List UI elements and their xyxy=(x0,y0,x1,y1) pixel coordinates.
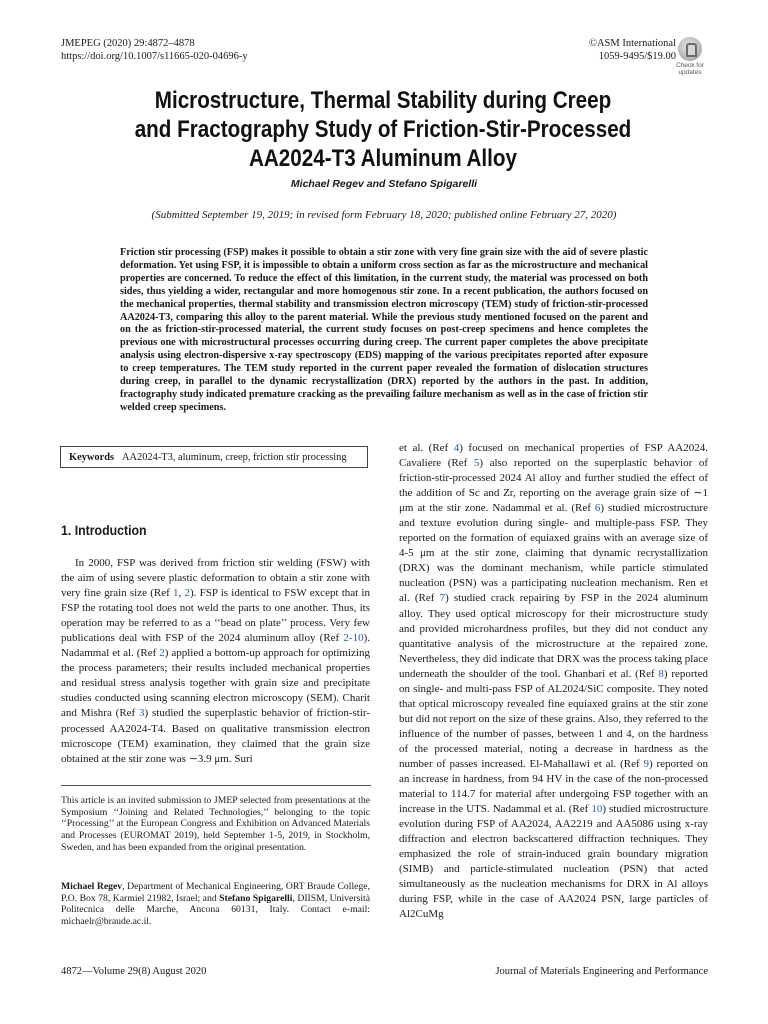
page-footer-left: 4872—Volume 29(8) August 2020 xyxy=(61,966,207,977)
intro-paragraph: In 2000, FSP was derived from friction stir welding (FSW) with the aim of using severe plastic deformation to obtain a stir zone with very fine grain size (Ref 1, 2). FSP is identical to FSW except that in FSP the rotating tool does not weld the parts to one another. Thus, its operation may be referred to as a ‘‘bead on plate’’ process. Very few publications deal with FSP of the 2024 aluminum alloy (Ref 2-10). Nadammal et al. (Ref 2) applied a bottom-up approach for optimizing the process parameters; their results included mechanical properties and residual stress analysis together with grain size and precipitate studies conducted using scanning electron microscopy (SEM). Charit and Mishra (Ref 3) studied the superplastic behavior of friction-stir-processed AA2024-T4. Based on qualitative transmission electron microscope (TEM) examination, they claimed that the grain size obtained at the stir zone was ∼3.9 μm. Suri xyxy=(61,557,370,765)
right-column xyxy=(399,441,708,923)
reference-link[interactable]: 4 xyxy=(453,442,460,454)
reference-link[interactable]: 2 xyxy=(159,647,165,660)
title-line: and Fractography Study of Friction-Stir-Processed xyxy=(134,116,632,143)
reference-link[interactable]: 5 xyxy=(473,457,480,470)
abstract: Friction stir processing (FSP) makes it possible to obtain a stir zone with very fine grain size with the aid of severe plastic deformation. Yet using FSP, it is impossible to obtain a uniform cross section as far as the microstructure and mechanical properties are concerned. To reduce the effect of this limitation, in the current study, the material was processed on both sides, thus yielding a wider, rectangular and more homogenous stir zone. In a recent publication, the authors focused on the mechanical properties, thermal stability and transmission electron microscopy (TEM) study of friction-stir-processed AA2024-T3, comparing this alloy to the parent material. While the previous study mentioned focused on the parent and on the as friction-stir-processed material, the current study focuses on post-creep specimens and hence completes the previous one with microstructural processes occurring during creep. The current paper completes the above precipitate analysis using electron-dispersive x-ray spectroscopy (EDS) mapping of the various precipitates reported after exposure to creep temperatures. The TEM study reported in the current paper revealed the formation of dislocation structures during creep, in parallel to the dynamic recrystallization (DRX) reported by the authors in the past. In addition, fractography study indicated premature cracking as the prevailing failure mechanism as well as in the case of friction stir welded creep specimens. xyxy=(120,247,648,413)
keywords-box xyxy=(60,446,368,468)
title-line: AA2024-T3 Aluminum Alloy xyxy=(249,145,517,172)
reference-link[interactable]: 1 xyxy=(172,587,179,600)
journal-citation: JMEPEG (2020) 29:4872–4878 xyxy=(61,38,195,49)
reference-link[interactable]: 8 xyxy=(658,667,664,680)
footnote-affiliations: Michael Regev, Department of Mechanical Engineering, ORT Braude College, P.O. Box 78, Karmiel 21982, Israel; and Stefano Spigarelli, DIISM, Università Politecnica delle Marche, Ancona 60131, Italy. Contact e-mail: michaelr@braude.ac.il. xyxy=(61,881,370,928)
keywords-label: Keywords xyxy=(69,452,115,463)
bookmark-icon xyxy=(678,37,702,61)
publisher: ©ASM International xyxy=(588,38,676,49)
reference-link[interactable]: 2-10 xyxy=(343,632,364,645)
author-name: Stefano Spigarelli xyxy=(219,892,293,904)
check-for-updates-badge[interactable] xyxy=(671,37,709,77)
keywords-value: AA2024-T3, aluminum, creep, friction stir processing xyxy=(122,452,347,463)
section-heading: 1. Introduction xyxy=(61,522,147,538)
title-line: Microstructure, Thermal Stability during Creep xyxy=(154,87,612,114)
reference-link[interactable]: 2 xyxy=(184,587,190,600)
body-paragraph: et al. (Ref 4) focused on mechanical properties of FSP AA2024. Cavaliere (Ref 5) also reported on the superplastic behavior of friction-stir-processed 2024 Al alloy and further studied the effect of the addition of Sc and Zr, reporting on the average grain size of ∼1 μm at the stir zone. Nadammal et al. (Ref 6) studied microstructure and texture evolution during single- and multiple-pass FSP. They reported on the formation of equiaxed grains with an average size of 4-5 μm at the stir zone, claiming that dynamic recrystallization (DRX) was the dominant mechanism, while particle stimulated nucleation (PSN) was a participating nucleation mechanism. Ren et al. (Ref 7) studied crack repairing by FSP in the 2024 aluminum alloy. They used optical microscopy for their microstructure study and provided microhardness profiles, but they did not conduct any quantitative analysis of the microstructure at the repaired zone. Nevertheless, they did indicate that DRX was the process taking place underneath the shoulder of the tool. Ghanbari et al. (Ref 8) reported on single- and multi-pass FSP of AL2024/SiC composite. They noted that optical microscopy revealed fine equiaxed grains at the stir zone but did not report on the size of these grains. Also, they referred to the influence of the number of passes, between 1 and 4, on the hardness of the processed material, noting a decrease in hardness as the number of passes increased. El-Mahallawi et al. (Ref 9) reported on an increase in hardness, from 94 HV in the case of the non-processed material to 114.7 for material after undergoing FSP together with an increase in the UTS. Nadammal et al. (Ref 10) studied microstructure evolution during FSP of AA2024, AA2219 and AA5086 using x-ray diffraction and electron backscattered diffraction techniques. They emphasized the role of strain-induced grain boundary migration (SIMB) and particle-stimulated nucleation (PSN) that acted simultaneously as the nucleation mechanisms for DRX in Al alloys during FSP, while in the case of AA2024 PSN, large particles of Al2CuMg xyxy=(399,442,709,921)
doi-link[interactable]: https://doi.org/10.1007/s11665-020-04696-y xyxy=(61,51,248,62)
footnote-invited-submission: This article is an invited submission to JMEP selected from presentations at the Symposium ‘‘Joining and Related Technologies,’’ belonging to the topic ‘‘Processing’’ at the European Congress and Exhibition on Advanced Materials and Processes (EUROMAT 2019), held September 1-5, 2019, in Stockholm, Sweden, and has been expanded from the original presentation. xyxy=(61,795,370,853)
reference-link[interactable]: 10 xyxy=(591,803,603,816)
reference-link[interactable]: 9 xyxy=(643,757,650,770)
left-column xyxy=(61,556,370,767)
submission-dates: (Submitted September 19, 2019; in revised form February 18, 2020; published online February 27, 2020) xyxy=(151,209,617,221)
reference-link[interactable]: 6 xyxy=(594,502,601,515)
author-name: Michael Regev xyxy=(61,881,123,892)
footnote-divider xyxy=(61,785,371,786)
reference-link[interactable]: 7 xyxy=(439,592,446,605)
issn-price: 1059-9495/$19.00 xyxy=(598,51,676,62)
reference-link[interactable]: 3 xyxy=(139,707,145,720)
running-header-left xyxy=(61,37,248,63)
running-header-right xyxy=(589,37,676,63)
paper-title xyxy=(105,86,661,173)
badge-label: Check for updates xyxy=(676,62,704,76)
page-footer-right: Journal of Materials Engineering and Performance xyxy=(495,966,708,977)
authors: Michael Regev and Stefano Spigarelli xyxy=(290,178,478,190)
